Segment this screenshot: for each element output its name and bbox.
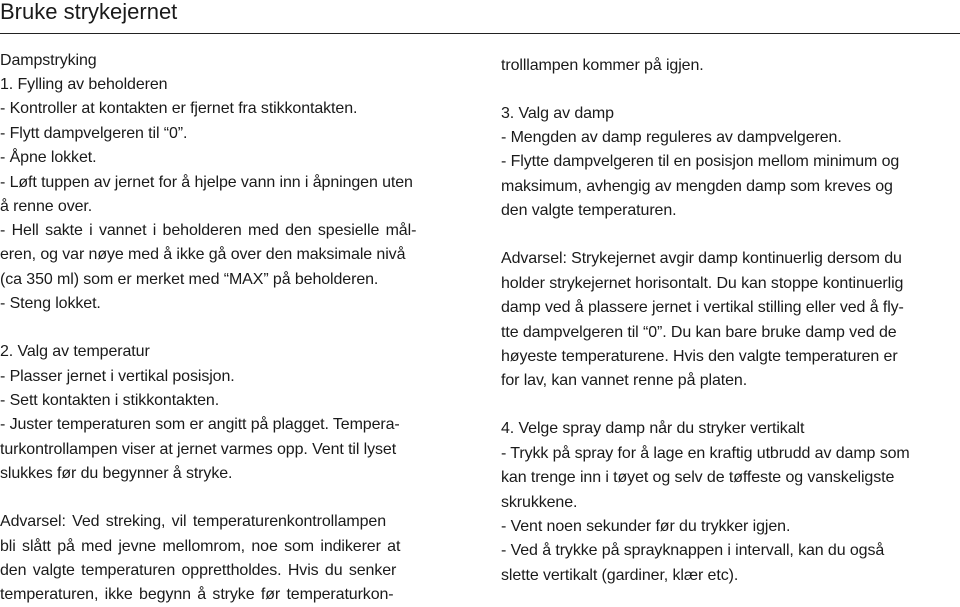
page-title: Bruke strykejernet: [0, 0, 178, 24]
text-line: - Sett kontakten i stikkontakten.: [0, 392, 220, 409]
text-line: Dampstryking: [0, 52, 97, 69]
text-line: - Åpne lokket.: [0, 149, 97, 166]
text-line: - Løft tuppen av jernet for å hjelpe vann inn i åpningen uten: [0, 174, 413, 191]
warning-text: temperaturen, ikke begynn å stryke før temperaturkon-: [0, 586, 394, 603]
text-line: den valgte temperaturen.: [501, 202, 677, 219]
text-line: - Vent noen sekunder før du trykker igjen.: [501, 518, 791, 535]
text-line: - Flytte dampvelgeren til en posisjon mellom minimum og: [501, 153, 900, 170]
text-line: maksimum, avhengig av mengden damp som kreves og: [501, 178, 893, 195]
text-line: eren, og var nøye med å ikke gå over den maksimale nivå: [0, 246, 406, 263]
text-line: - Plasser jernet i vertikal posisjon.: [0, 368, 235, 385]
section-heading: 4. Velge spray damp når du stryker vertikalt: [501, 420, 805, 437]
warning-text: høyeste temperaturene. Hvis den valgte temperaturen er: [501, 348, 898, 365]
text-line: - Trykk på spray for å lage en kraftig utbrudd av damp som: [501, 445, 910, 462]
warning-text: for lav, kan vannet renne på platen.: [501, 372, 748, 389]
warning-text: damp ved å plassere jernet i vertikal stilling eller ved å fly-: [501, 299, 904, 316]
section-heading: 3. Valg av damp: [501, 105, 614, 122]
text-line: trolllampen kommer på igjen.: [501, 57, 704, 74]
warning-text: bli slått på med jevne mellomrom, noe som indikerer at: [0, 538, 401, 555]
text-line: turkontrollampen viser at jernet varmes opp. Vent til lyset: [0, 441, 397, 458]
text-line: - Flytt dampvelgeren til “0”.: [0, 125, 188, 142]
title-divider: [0, 33, 960, 34]
text-line: - Mengden av damp reguleres av dampvelgeren.: [501, 129, 842, 146]
warning-text: den valgte temperaturen opprettholdes. Hvis du senker: [0, 562, 397, 579]
text-line: å renne over.: [0, 198, 93, 215]
text-line: kan trenge inn i tøyet og selv de tøffeste og vanskeligste: [501, 469, 895, 486]
text-line: 1. Fylling av beholderen: [0, 76, 168, 93]
section-heading: 2. Valg av temperatur: [0, 343, 150, 360]
text-line: - Ved å trykke på sprayknappen i intervall, kan du også: [501, 542, 885, 559]
warning-text: tte dampvelgeren til “0”. Du kan bare bruke damp ved de: [501, 324, 897, 341]
warning-text: Advarsel: Ved streking, vil temperaturenkontrollampen: [0, 513, 387, 530]
warning-text: Advarsel: Strykejernet avgir damp kontinuerlig dersom du: [501, 250, 902, 267]
text-line: slukkes før du begynner å stryke.: [0, 465, 233, 482]
text-line: - Hell sakte i vannet i beholderen med den spesielle mål-: [0, 222, 417, 239]
text-line: skrukkene.: [501, 494, 578, 511]
text-line: - Juster temperaturen som er angitt på plagget. Tempera-: [0, 416, 400, 433]
text-line: - Kontroller at kontakten er fjernet fra stikkontakten.: [0, 100, 358, 117]
warning-text: holder strykejernet horisontalt. Du kan stoppe kontinuerlig: [501, 275, 904, 292]
text-line: (ca 350 ml) som er merket med “MAX” på beholderen.: [0, 271, 379, 288]
text-line: - Steng lokket.: [0, 295, 101, 312]
text-line: slette vertikalt (gardiner, klær etc).: [501, 567, 739, 584]
